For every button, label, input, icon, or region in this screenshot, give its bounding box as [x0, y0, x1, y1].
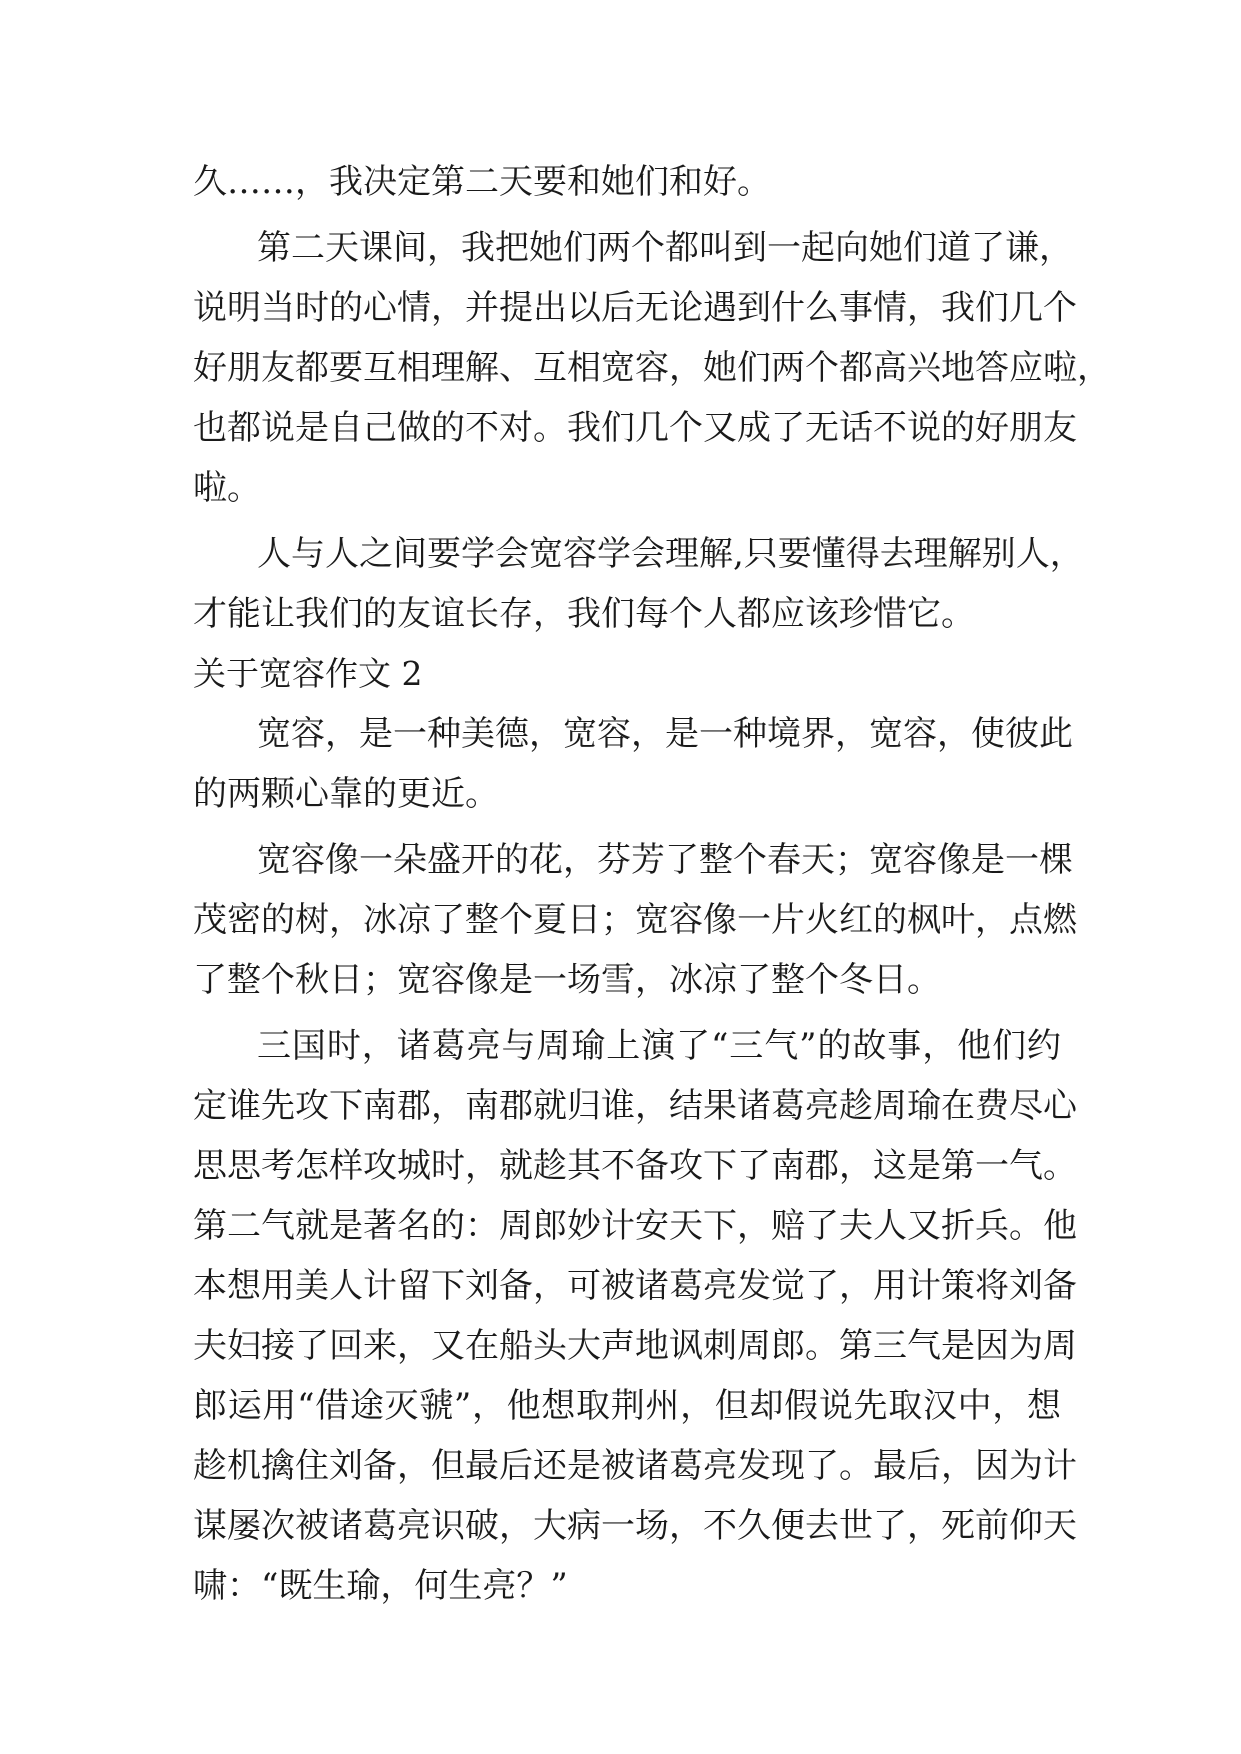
paragraph	[193, 218, 1111, 518]
paragraph	[193, 704, 1073, 824]
text-line: 好朋友都要互相理解、互相宽容，她们两个都高兴地答应啦，	[193, 348, 1111, 388]
text-line: 郎运用“借途灭虢”，他想取荆州，但却假说先取汉中，想	[193, 1386, 1061, 1426]
paragraph	[193, 152, 1061, 212]
text-line: 谋屡次被诸葛亮识破，大病一场，不久便去世了，死前仰天	[193, 1506, 1077, 1546]
document-body	[193, 152, 1111, 1616]
paragraph	[193, 830, 1077, 1010]
text-line: 人与人之间要学会宽容学会理解,只要懂得去理解别人，	[257, 534, 1084, 574]
text-line: 夫妇接了回来，又在船头大声地讽刺周郎。第三气是因为周	[193, 1326, 1077, 1366]
paragraph	[193, 524, 1084, 644]
text-line: 三国时，诸葛亮与周瑜上演了“三气”的故事，他们约	[257, 1026, 1061, 1066]
text-line: 第二气就是著名的：周郎妙计安天下，赔了夫人又折兵。他	[193, 1206, 1077, 1246]
text-line: 宽容像一朵盛开的花，芬芳了整个春天；宽容像是一棵	[257, 840, 1073, 880]
text-line: 才能让我们的友谊长存，我们每个人都应该珍惜它。	[193, 594, 975, 634]
text-line: 宽容，是一种美德，宽容，是一种境界，宽容，使彼此	[257, 714, 1073, 754]
text-line: 的两颗心靠的更近。	[193, 774, 499, 814]
text-line: 啸：“既生瑜，何生亮？”	[193, 1566, 568, 1606]
text-line: 茂密的树，冰凉了整个夏日；宽容像一片火红的枫叶，点燃	[193, 900, 1077, 940]
text-line: 思思考怎样攻城时，就趁其不备攻下了南郡，这是第一气。	[193, 1146, 1077, 1186]
text-line: 啦。	[193, 468, 261, 508]
text-line: 第二天课间，我把她们两个都叫到一起向她们道了谦，	[257, 228, 1073, 268]
text-line: 本想用美人计留下刘备，可被诸葛亮发觉了，用计策将刘备	[193, 1266, 1077, 1306]
text-line: 也都说是自己做的不对。我们几个又成了无话不说的好朋友	[193, 408, 1077, 448]
heading-text: 关于宽容作文 2	[193, 654, 423, 693]
text-line: 趁机擒住刘备，但最后还是被诸葛亮发现了。最后，因为计	[193, 1446, 1077, 1486]
text-line: 久……，我决定第二天要和她们和好。	[193, 162, 771, 202]
text-line: 了整个秋日；宽容像是一场雪，冰凉了整个冬日。	[193, 960, 941, 1000]
section-heading	[193, 644, 1061, 704]
text-line: 说明当时的心情，并提出以后无论遇到什么事情，我们几个	[193, 288, 1077, 328]
text-line: 定谁先攻下南郡，南郡就归谁，结果诸葛亮趁周瑜在费尽心	[193, 1086, 1077, 1126]
paragraph	[193, 1016, 1077, 1616]
